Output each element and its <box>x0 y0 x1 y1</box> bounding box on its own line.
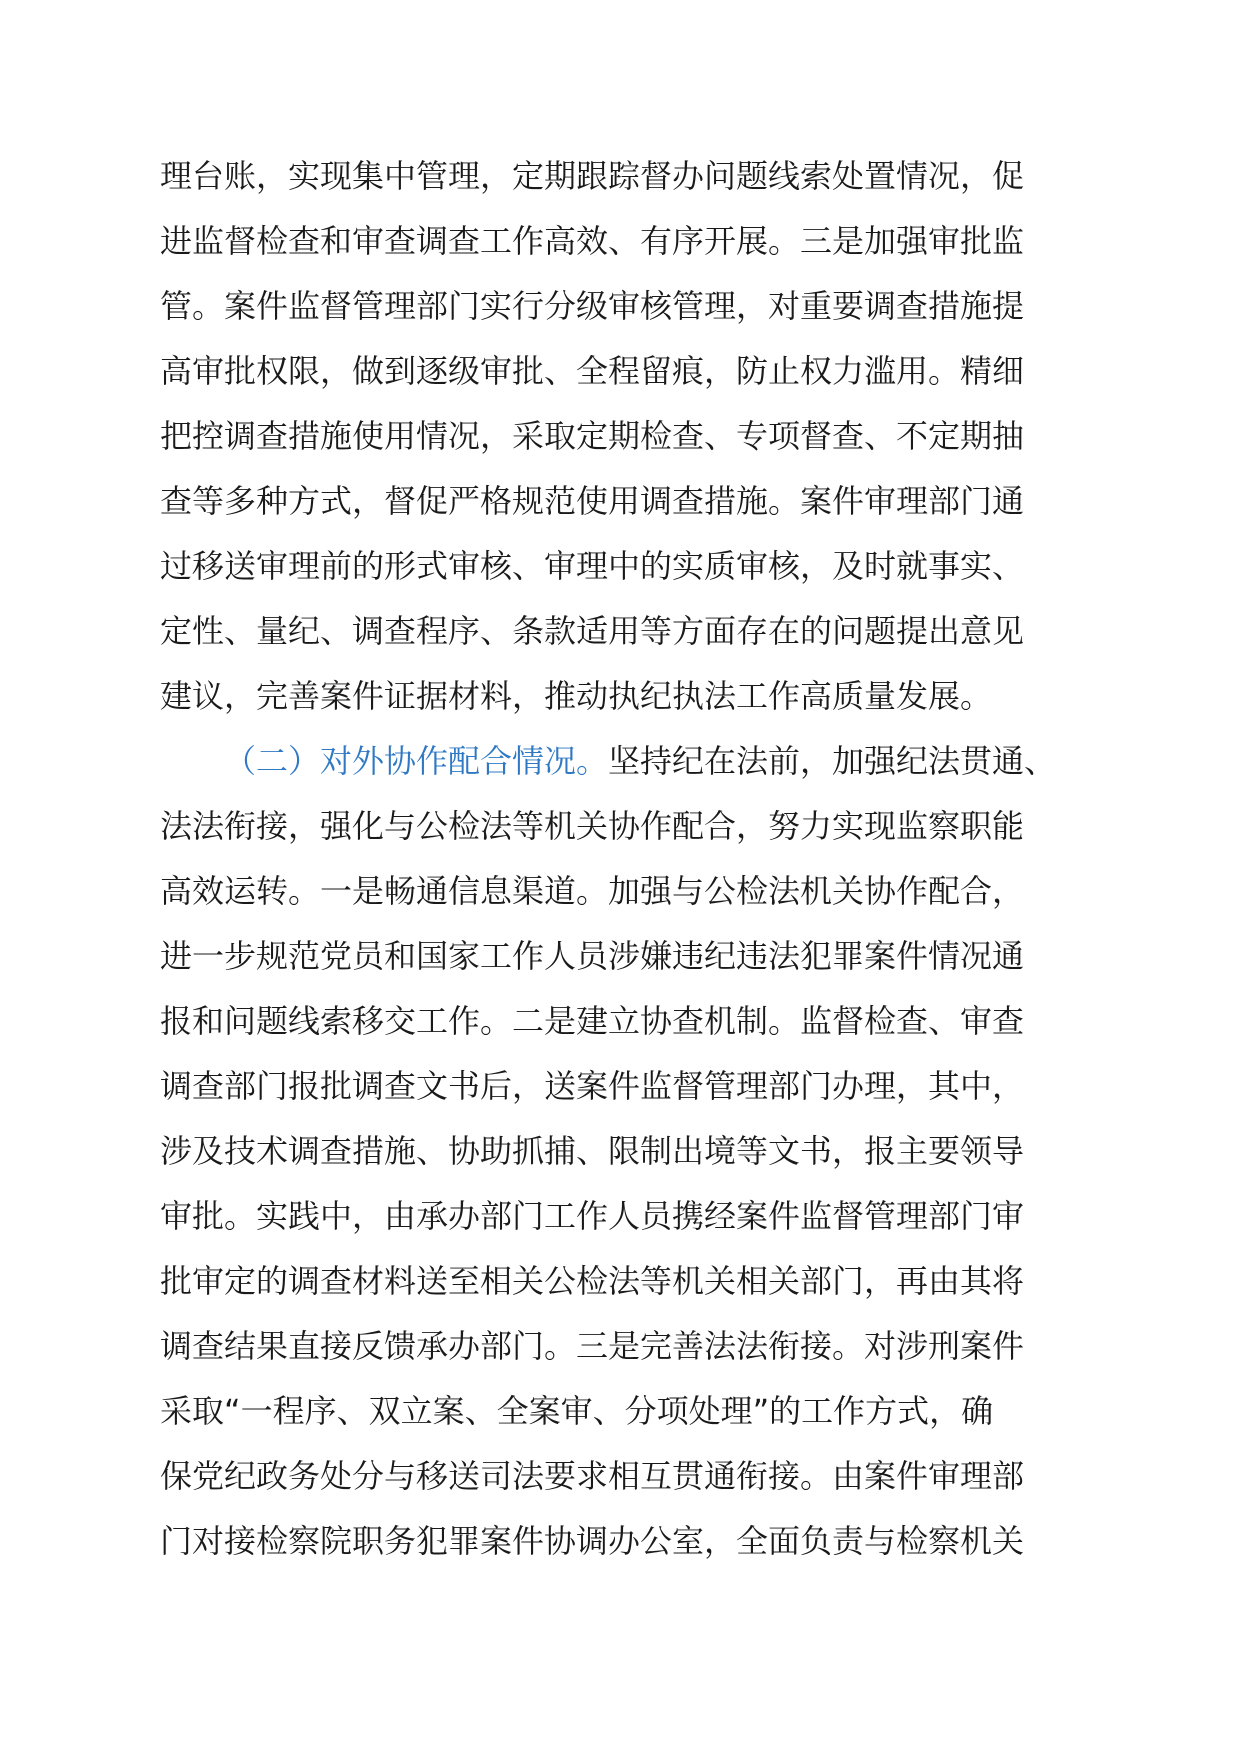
paragraph-line: 定性、量纪、调查程序、条款适用等方面存在的问题提出意见 <box>160 612 1025 650</box>
paragraph-line: 高效运转。一是畅通信息渠道。加强与公检法机关协作配合， <box>160 872 1025 910</box>
paragraph-line: 理台账，实现集中管理，定期跟踪督办问题线索处置情况，促 <box>160 157 1025 195</box>
paragraph-line: 查等多种方式，督促严格规范使用调查措施。案件审理部门通 <box>160 482 1025 520</box>
paragraph-2 <box>160 729 1100 1574</box>
paragraph-line: 报和问题线索移交工作。二是建立协查机制。监督检查、审查 <box>160 1002 1025 1040</box>
section-heading: （二）对外协作配合情况。 <box>224 742 609 780</box>
paragraph-line: 采取“一程序、双立案、全案审、分项处理”的工作方式，确 <box>160 1392 994 1430</box>
paragraph-line: 进一步规范党员和国家工作人员涉嫌违纪违法犯罪案件情况通 <box>160 937 1025 975</box>
paragraph-line: 涉及技术调查措施、协助抓捕、限制出境等文书，报主要领导 <box>160 1132 1025 1170</box>
paragraph-line: 把控调查措施使用情况，采取定期检查、专项督查、不定期抽 <box>160 417 1025 455</box>
document-body <box>160 144 1100 1574</box>
paragraph-line: 进监督检查和审查调查工作高效、有序开展。三是加强审批监 <box>160 222 1025 260</box>
paragraph-2-first-line <box>160 729 1100 794</box>
heading-continuation: 坚持纪在法前，加强纪法贯通、 <box>608 742 1057 780</box>
paragraph-line: 管。案件监督管理部门实行分级审核管理，对重要调查措施提 <box>160 287 1025 325</box>
paragraph-line: 调查部门报批调查文书后，送案件监督管理部门办理，其中， <box>160 1067 1025 1105</box>
paragraph-line: 过移送审理前的形式审核、审理中的实质审核，及时就事实、 <box>160 547 1025 585</box>
paragraph-line: 调查结果直接反馈承办部门。三是完善法法衔接。对涉刑案件 <box>160 1327 1025 1365</box>
paragraph-line: 门对接检察院职务犯罪案件协调办公室，全面负责与检察机关 <box>160 1522 1025 1560</box>
paragraph-line: 建议，完善案件证据材料，推动执纪执法工作高质量发展。 <box>160 677 993 715</box>
paragraph-line: 审批。实践中，由承办部门工作人员携经案件监督管理部门审 <box>160 1197 1025 1235</box>
paragraph-line: 法法衔接，强化与公检法等机关协作配合，努力实现监察职能 <box>160 807 1025 845</box>
paragraph-line: 高审批权限，做到逐级审批、全程留痕，防止权力滥用。精细 <box>160 352 1025 390</box>
paragraph-line: 保党纪政务处分与移送司法要求相互贯通衔接。由案件审理部 <box>160 1457 1025 1495</box>
paragraph-1 <box>160 144 1100 729</box>
paragraph-line: 批审定的调查材料送至相关公检法等机关相关部门，再由其将 <box>160 1262 1025 1300</box>
